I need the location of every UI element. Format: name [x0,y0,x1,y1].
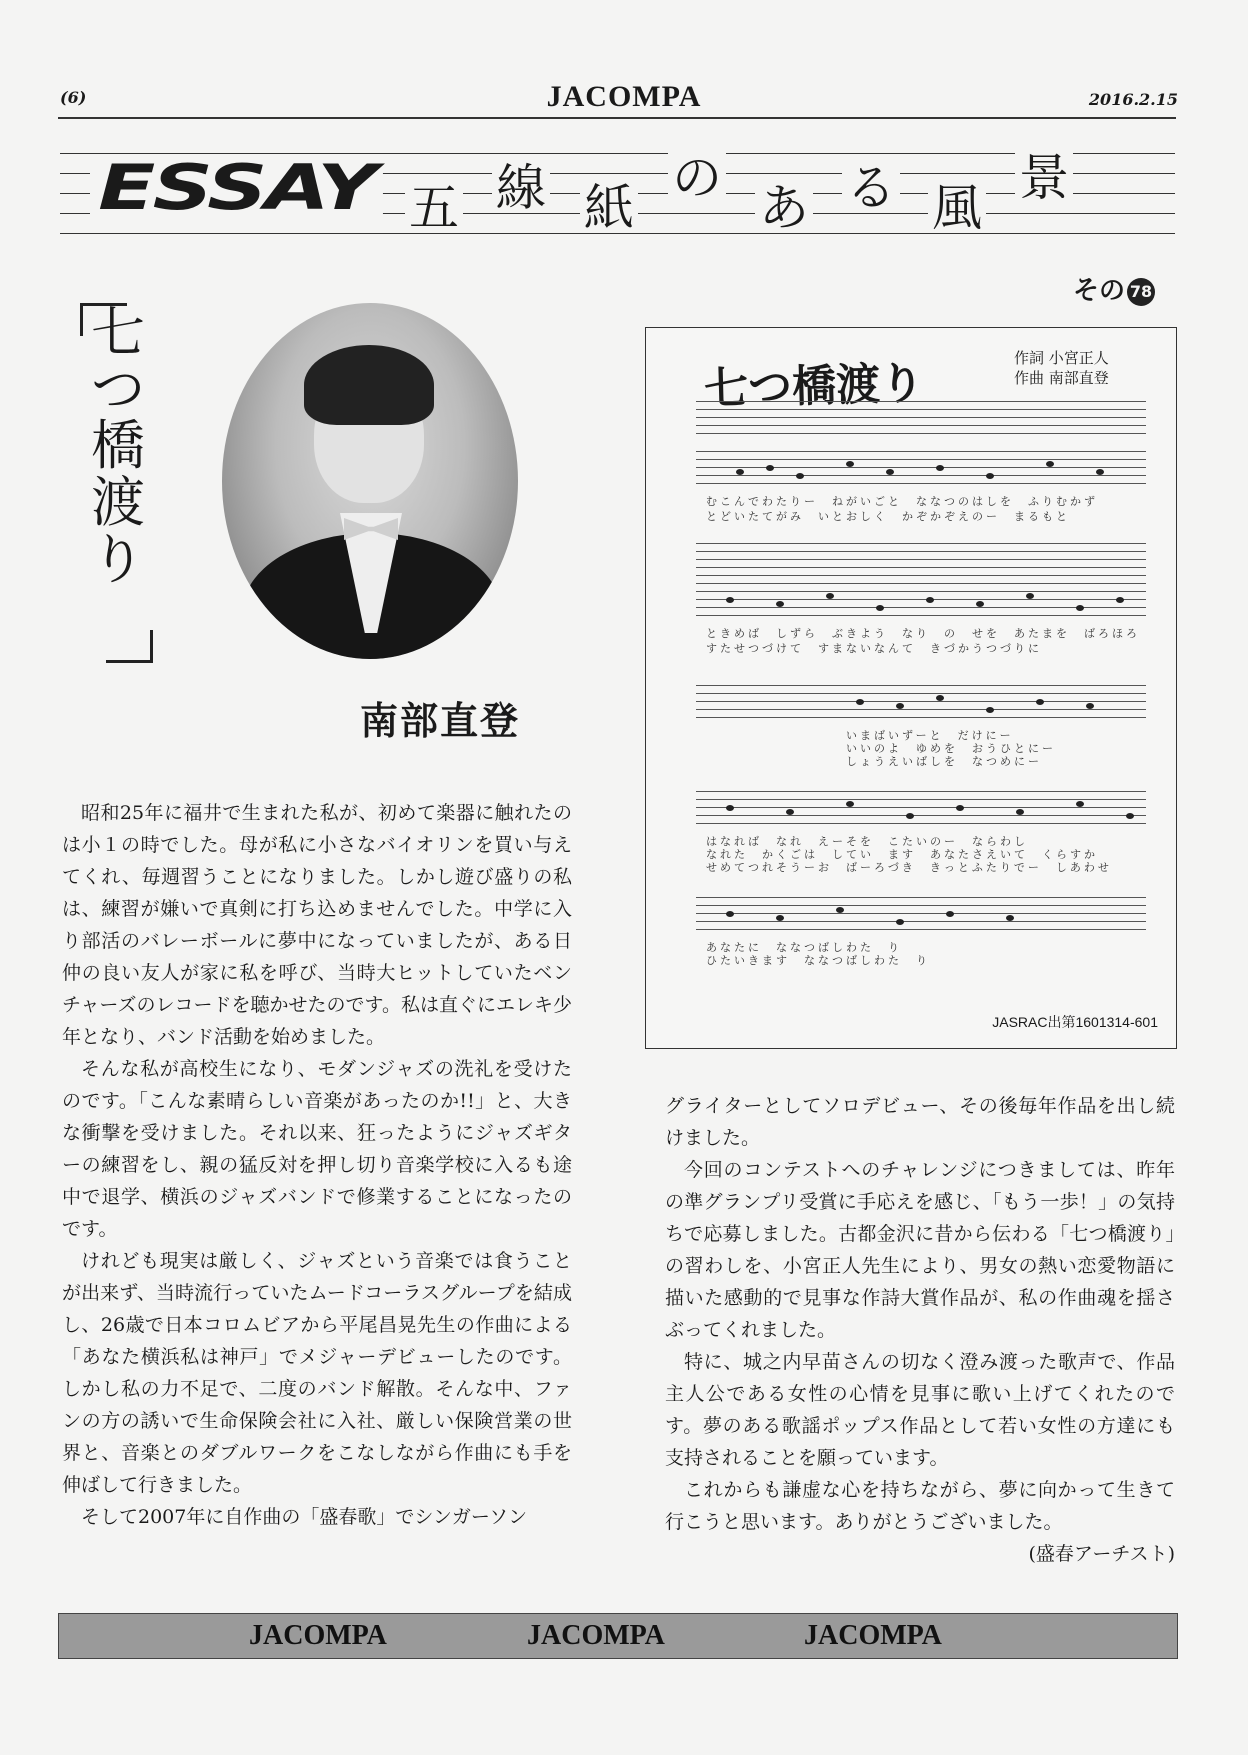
banner-char: 五 [405,183,463,233]
title-char: つ [91,357,145,421]
lyric-line: あなたに ななつばしわた り [706,941,902,954]
banner-char: 景 [1015,153,1073,203]
essay-column-right [665,1090,1175,1570]
lyric-line: いまばいずーと だけにー [846,729,1014,742]
footer-label: JACOMPA [527,1620,665,1651]
lyric-line: なれた かくごは してい ます あなたさえいて くらすか [706,848,1098,861]
lyric-line: はなれば なれ えーそを こたいのー ならわし [706,835,1028,848]
banner-char: あ [755,183,813,233]
essay-paragraph: これからも謙虚な心を持ちながら、夢に向かって生きて行こうと思います。ありがとうございました。 [665,1479,1175,1533]
essay-logo: ESSAY [90,157,383,219]
essay-column-left [62,797,572,1533]
music-score [645,327,1177,1049]
author-name: 南部直登 [360,698,521,743]
lyric-line: とどいたてがみ いとおしく かぞかぞえのー まるもと [706,510,1070,523]
essay-paragraph: そんな私が高校生になり、モダンジャズの洗礼を受けたのです。「こんな素晴らしい音楽があったのか!!」と、大きな衝撃を受けました。それ以来、狂ったようにジャズギターの練習をし、親の猛反対を押し切り音楽学校に入るも途中で退学、横浜のジャズバンドで修業することになったのです。 [62,1058,572,1240]
essay-paragraph: グライターとしてソロデビュー、その後毎年作品を出し続けました。 [665,1095,1175,1149]
staff-system-1 [696,451,1146,499]
essay-paragraph: そして2007年に自作曲の「盛春歌」でシンガーソン [81,1506,528,1528]
staff-lines-blank [696,401,1146,449]
title-char: 橋 [91,414,145,478]
banner-char: 紙 [580,183,638,233]
song-title-vertical [88,301,148,591]
jasrac-permission: JASRAC出第1601314-601 [992,1014,1158,1030]
lyric-line: しょうえいばしを なつめにー [846,755,1042,768]
banner-char: 線 [492,163,550,213]
essay-paragraph: 特に、城之内早苗さんの切なく澄み渡った歌声で、作品主人公である女性の心情を見事に歌い上げてくれたのです。夢のある歌謡ポップス作品として若い女性の方達にも支持されることを願っています。 [665,1351,1175,1469]
essay-paragraph: 今回のコンテストへのチャレンジにつきましては、昨年の準グランプリ受賞に手応えを感じ、「もう一歩！」の気持ちで応募しました。古都金沢に昔から伝わる「七つ橋渡り」の習わしを、小宮正人先生により、男女の熱い恋愛物語に描いた感動的で見事な作詩大賞作品が、私の作曲魂を揺さぶってくれました。 [665,1159,1175,1341]
lyric-line: ときめば しずら ぶきよう なり の せを あたまを ばろほろ [706,627,1140,640]
author-affiliation: (盛春アーチスト) [1028,1543,1175,1565]
staff-system-5 [696,897,1146,945]
lyric-line: すたせつづけて すまないなんて きづかうつづりに [706,642,1042,655]
banner-char: の [668,153,726,203]
series-prefix: その [1073,276,1126,306]
author-portrait [222,303,518,659]
footer-label: JACOMPA [249,1620,387,1651]
staff-system-3 [696,685,1146,733]
footer-bar [58,1613,1178,1659]
score-credits [1014,348,1109,388]
staff-system-2 [696,583,1146,631]
essay-paragraph: 昭和25年に福井で生まれた私が、初めて楽器に触れたのは小１の時でした。母が私に小さなバイオリンを買い与えてくれ、毎週習うことになりました。しかし遊び盛りの私は、練習が嫌いで真剣に打ち込めませんでした。中学に入り部活のバレーボールに夢中になっていましたが、ある日仲の良い友人が家に私を呼び、当時大ヒットしていたベンチャーズのレコードを聴かせたのです。私は直ぐにエレキ少年となり、バンド活動を始めました。 [62,802,572,1048]
score-title: 七つ橋渡り [703,358,925,415]
portrait-hair [304,345,434,425]
issue-date: 2016.2.15 [1088,90,1178,109]
header-rule [58,117,1176,119]
lyric-line: いいのよ ゆめを おうひとにー [846,742,1056,755]
title-char: 七 [91,301,145,364]
newsletter-title: JACOMPA [546,80,702,113]
score-composer: 作曲 南部直登 [1014,369,1109,387]
banner-char: 風 [928,183,986,233]
lyric-line: ひたいきます ななつばしわた り [706,954,930,967]
lyric-line: むこんでわたりー ねがいごと ななつのはしを ふりむかず [706,495,1098,508]
page-number: (6) [60,88,87,107]
title-char: り [91,527,145,591]
title-char: 渡 [91,471,145,535]
series-number [1073,270,1155,307]
essay-paragraph: けれども現実は厳しく、ジャズという音楽では食うことが出来ず、当時流行っていたムードコーラスグループを結成し、26歳で日本コロムビアから平尾昌晃先生の作曲による「あなた横浜私は神戸」でメジャーデビューしたのです。しかし私の力不足で、二度のバンド解散。そんな中、ファンの方の誘いで生命保険会社に入社、厳しい保険営業の世界と、音楽とのダブルワークをこなしながら作曲にも手を伸ばして行きました。 [62,1250,572,1496]
banner-char: る [842,163,900,213]
essay-banner [60,145,1175,245]
score-lyricist: 作詞 小宮正人 [1014,349,1109,367]
staff-system-4 [696,791,1146,839]
series-circle-number: 78 [1127,278,1155,306]
lyric-line: せめてつれそうーお ばーろづき きっとふたりでー しあわせ [706,861,1112,874]
bracket-close [106,630,153,663]
footer-label: JACOMPA [804,1620,942,1651]
